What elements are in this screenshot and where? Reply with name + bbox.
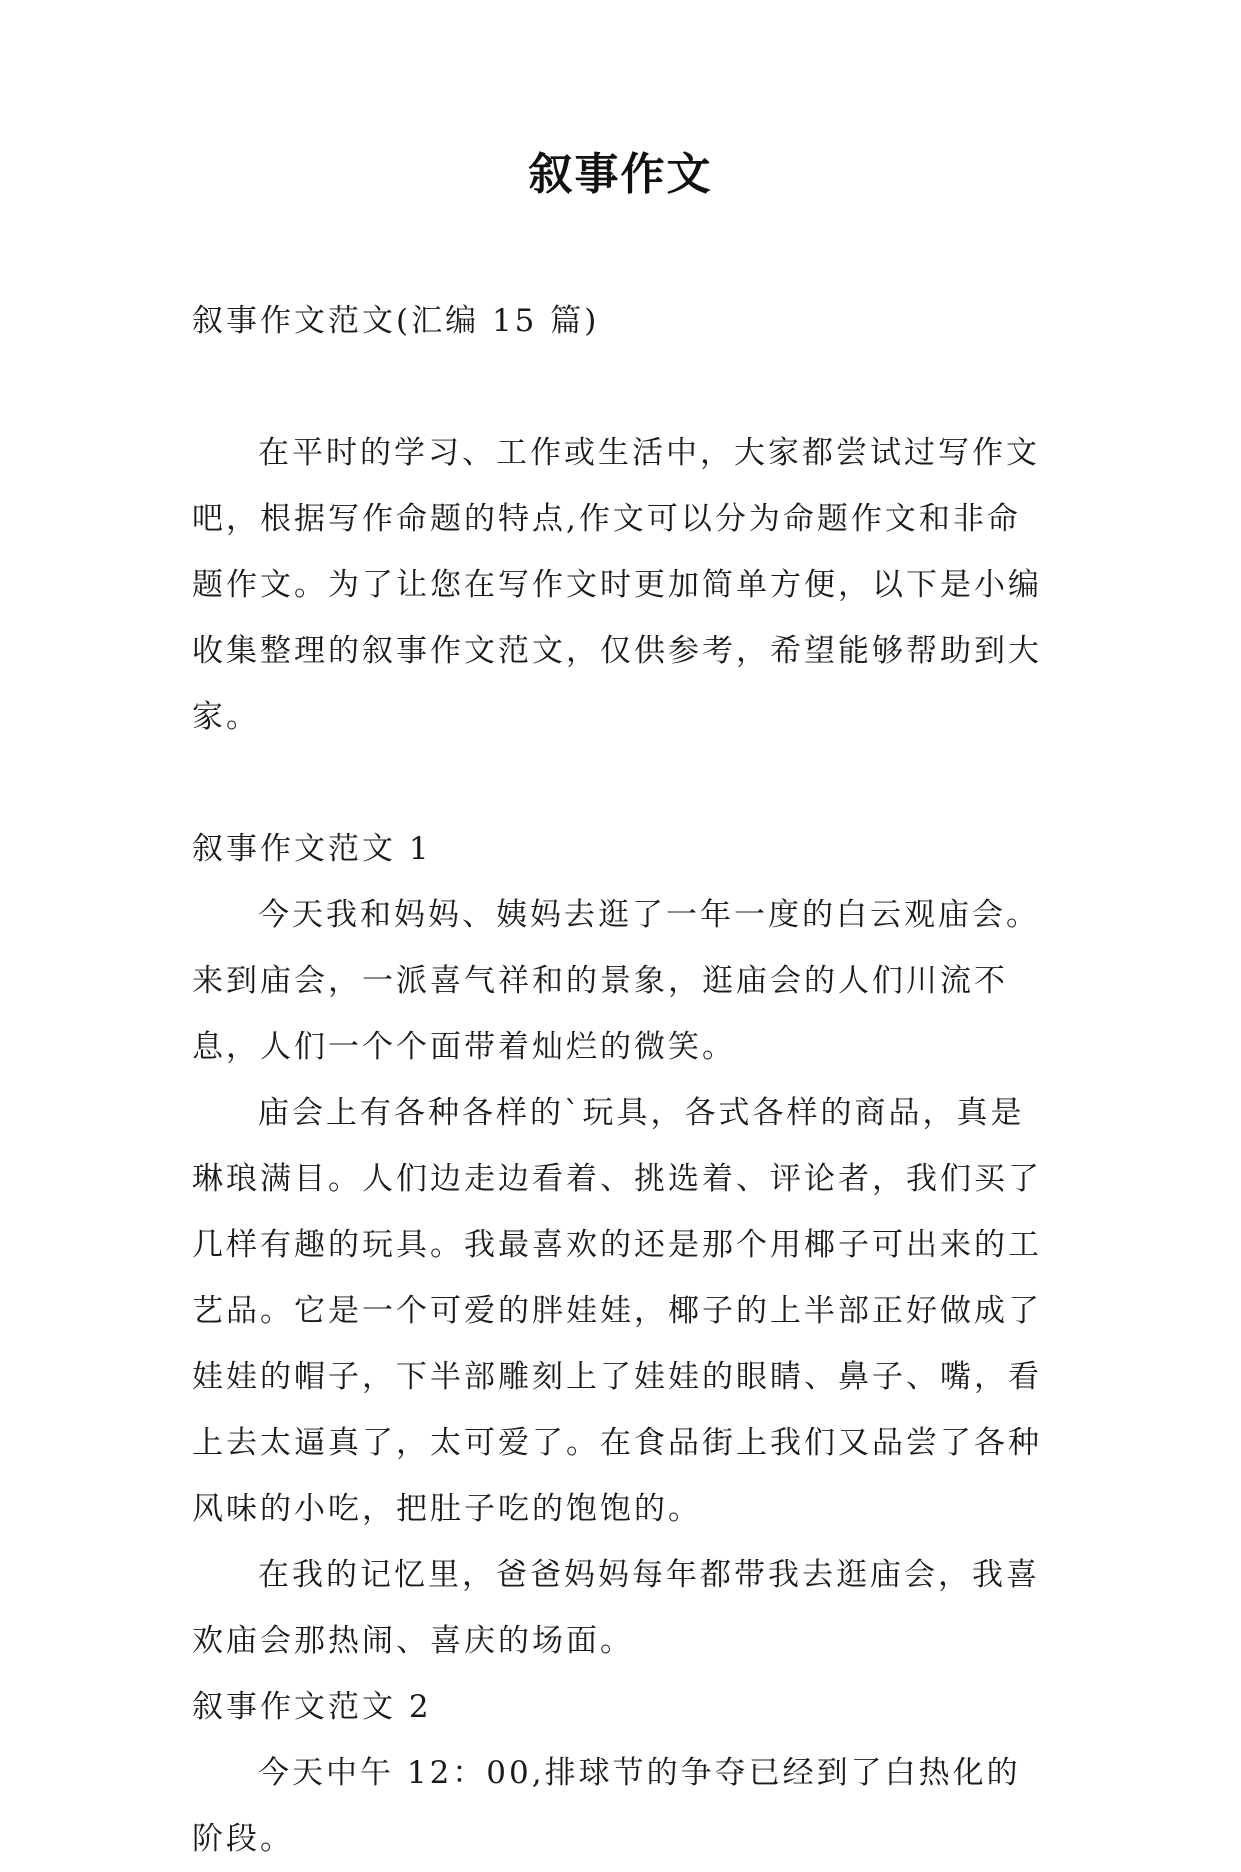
section-1-paragraph-1: 今天我和妈妈、姨妈去逛了一年一度的白云观庙会。来到庙会，一派喜气祥和的景象，逛庙会的人们川流不息，人们一个个面带着灿烂的微笑。 — [192, 897, 1040, 1065]
section-1-paragraph-2: 庙会上有各种各样的`玩具，各式各样的商品，真是琳琅满目。人们边走边看着、挑选着、评论者，我们买了几样有趣的玩具。我最喜欢的还是那个用椰子可出来的工艺品。它是一个可爱的胖娃娃，椰子的上半部正好做成了娃娃的帽子，下半部雕刻上了娃娃的眼睛、鼻子、嘴，看上去太逼真了，太可爱了。在食品街上我们又品尝了各种风味的小吃，把肚子吃的饱饱的。 — [192, 1095, 1042, 1527]
section-2-paragraph-1: 今天中午 12：00,排球节的争夺已经到了白热化的阶段。 — [192, 1755, 1021, 1857]
section-1-paragraph-3: 在我的记忆里，爸爸妈妈每年都带我去逛庙会，我喜欢庙会那热闹、喜庆的场面。 — [192, 1557, 1040, 1659]
document-title: 叙事作文 — [528, 149, 713, 200]
document-body — [192, 288, 1052, 1872]
section-heading-2: 叙事作文范文 2 — [192, 1689, 432, 1725]
section-heading-1: 叙事作文范文 1 — [192, 831, 432, 867]
spacer — [192, 750, 1052, 816]
spacer — [192, 354, 1052, 420]
document-subtitle: 叙事作文范文(汇编 15 篇) — [192, 303, 600, 339]
intro-paragraph: 在平时的学习、工作或生活中，大家都尝试过写作文吧，根据写作命题的特点,作文可以分为命题作文和非命题作文。为了让您在写作文时更加简单方便，以下是小编收集整理的叙事作文范文，仅供参考，希望能够帮助到大家。 — [192, 435, 1042, 735]
